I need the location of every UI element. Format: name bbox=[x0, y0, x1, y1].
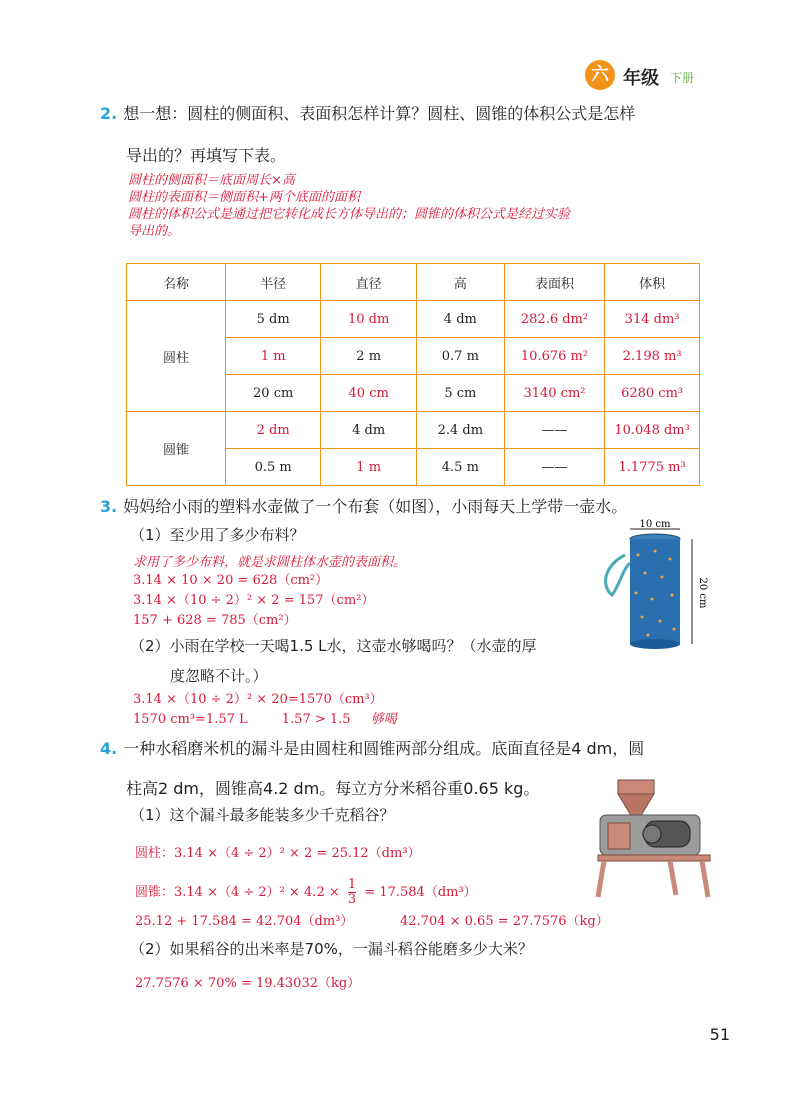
shape-label: 圆锥 bbox=[127, 412, 226, 486]
width-label: 10 cm bbox=[639, 519, 671, 530]
question-number: 2. bbox=[100, 104, 118, 123]
bottle-bottom bbox=[630, 639, 680, 649]
fraction-denominator: 3 bbox=[347, 892, 357, 907]
math-line: 27.7576 × 70% = 19.43032（kg） bbox=[135, 976, 361, 991]
math-line bbox=[135, 878, 477, 907]
table-header-row bbox=[127, 264, 700, 301]
table-header-cell: 体积 bbox=[605, 264, 700, 301]
table-cell: 10.048 dm³ bbox=[605, 412, 700, 449]
shape-label: 圆柱 bbox=[127, 301, 226, 412]
math-line: 圆柱：3.14 ×（4 ÷ 2）² × 2 = 25.12（dm³） bbox=[135, 846, 421, 861]
math-part: 1.57 > 1.5 bbox=[281, 712, 351, 727]
page-number: 51 bbox=[709, 1025, 730, 1044]
handwritten-conclusion: 够喝 bbox=[370, 712, 397, 727]
math-part: 圆锥：3.14 ×（4 ÷ 2）² × 4.2 × bbox=[135, 885, 340, 900]
table-header-cell: 高 bbox=[416, 264, 504, 301]
table-cell: 40 cm bbox=[321, 375, 416, 412]
math-line: 3.14 ×（10 ÷ 2）² × 20=1570（cm³） bbox=[133, 692, 383, 707]
table-header-cell: 直径 bbox=[321, 264, 416, 301]
table-cell: 2.198 m³ bbox=[605, 338, 700, 375]
table-cell: 20 cm bbox=[225, 375, 320, 412]
table-cell: 0.5 m bbox=[225, 449, 320, 486]
table-cell: 2 dm bbox=[225, 412, 320, 449]
table-cell: 10.676 m² bbox=[504, 338, 604, 375]
table-cell: 4 dm bbox=[321, 412, 416, 449]
answer-line: 圆柱的体积公式是通过把它转化成长方体导出的；圆锥的体积公式是经过实验 bbox=[128, 207, 571, 222]
term-label: 下册 bbox=[670, 71, 695, 85]
table-cell: —— bbox=[504, 412, 604, 449]
question-text: 一种水稻磨米机的漏斗是由圆柱和圆锥两部分组成。底面直径是4 dm，圆 bbox=[123, 739, 645, 758]
math-line: 25.12 + 17.584 = 42.704（dm³） bbox=[135, 914, 354, 929]
sub-question-text: （2）小雨在学校一天喝1.5 L水，这壶水够喝吗？（水壶的厚 bbox=[130, 637, 537, 655]
table-cell: 5 cm bbox=[416, 375, 504, 412]
bottle-strap bbox=[606, 555, 630, 595]
sub-question: （1）至少用了多少布料？ bbox=[130, 526, 305, 544]
solution-steps bbox=[133, 690, 397, 730]
answer-line: 圆柱的表面积＝侧面积+两个底面的面积 bbox=[128, 190, 360, 205]
height-label: 20 cm bbox=[697, 577, 708, 609]
sub-question: （1）这个漏斗最多能装多少千克稻谷？ bbox=[130, 806, 395, 824]
water-bottle-figure bbox=[600, 515, 710, 655]
solution-steps bbox=[133, 571, 374, 631]
mill-leg bbox=[702, 861, 708, 897]
sub-question-text: 度忽略不计。） bbox=[170, 667, 268, 685]
table-cell: 1 m bbox=[225, 338, 320, 375]
math-part: 1570 cm³=1.57 L bbox=[133, 712, 248, 727]
answer-line: 圆柱的侧面积＝底面周长×高 bbox=[128, 173, 295, 188]
grade-header bbox=[585, 60, 785, 96]
question-text: 柱高2 dm，圆锥高4.2 dm。每立方分米稻谷重0.65 kg。 bbox=[126, 779, 540, 798]
table-header-cell: 半径 bbox=[225, 264, 320, 301]
hopper-cylinder bbox=[618, 780, 654, 794]
grade-badge: 六 bbox=[585, 60, 615, 90]
table-cell: 6280 cm³ bbox=[605, 375, 700, 412]
fraction bbox=[348, 878, 356, 907]
question-number: 4. bbox=[100, 739, 118, 758]
table-cell: —— bbox=[504, 449, 604, 486]
table-cell: 4.5 m bbox=[416, 449, 504, 486]
math-part: = 17.584（dm³） bbox=[364, 885, 477, 900]
mill-housing bbox=[608, 823, 630, 849]
grade-label: 年级 bbox=[623, 68, 659, 89]
hopper-cone bbox=[618, 794, 654, 817]
table-header-cell: 表面积 bbox=[504, 264, 604, 301]
question-text: 导出的？再填写下表。 bbox=[126, 146, 287, 165]
table-cell: 10 dm bbox=[321, 301, 416, 338]
table-cell: 0.7 m bbox=[416, 338, 504, 375]
sub-question: （2）如果稻谷的出米率是70%，一漏斗稻谷能磨多少大米？ bbox=[130, 940, 533, 958]
table-cell: 2 m bbox=[321, 338, 416, 375]
table-cell: 4 dm bbox=[416, 301, 504, 338]
mill-leg bbox=[598, 861, 604, 897]
handwritten-answer: 求用了多少布料，就是求圆柱体水壶的表面积。 bbox=[133, 555, 407, 570]
math-line: 42.704 × 0.65 = 27.7576（kg） bbox=[400, 914, 609, 929]
fraction-numerator: 1 bbox=[347, 877, 357, 892]
table-row bbox=[127, 301, 700, 338]
answer-line: 导出的。 bbox=[128, 224, 181, 239]
math-line: 3.14 × 10 × 20 = 628（cm²） bbox=[133, 573, 329, 588]
table-cell: 3140 cm² bbox=[504, 375, 604, 412]
question-2 bbox=[100, 97, 720, 173]
table-cell: 1.1775 m³ bbox=[605, 449, 700, 486]
table-cell: 5 dm bbox=[225, 301, 320, 338]
rice-mill-figure bbox=[590, 775, 720, 900]
sub-question bbox=[130, 631, 610, 691]
question-number: 3. bbox=[100, 497, 118, 516]
math-line bbox=[133, 710, 397, 730]
table-cell: 282.6 dm² bbox=[504, 301, 604, 338]
handwritten-answer bbox=[128, 172, 728, 240]
mill-frame-top bbox=[598, 855, 710, 861]
math-line: 157 + 628 = 785（cm²） bbox=[133, 613, 297, 628]
table-cell: 1 m bbox=[321, 449, 416, 486]
question-text: 想一想：圆柱的侧面积、表面积怎样计算？圆柱、圆锥的体积公式是怎样 bbox=[123, 104, 636, 123]
table-row bbox=[127, 412, 700, 449]
mill-wheel bbox=[643, 825, 661, 843]
volume-table bbox=[126, 263, 700, 486]
question-text: 妈妈给小雨的塑料水壶做了一个布套（如图），小雨每天上学带一壶水。 bbox=[123, 497, 628, 516]
table-cell: 314 dm³ bbox=[605, 301, 700, 338]
table-cell: 2.4 dm bbox=[416, 412, 504, 449]
mill-leg bbox=[670, 861, 676, 895]
table-header-cell: 名称 bbox=[127, 264, 226, 301]
math-line: 3.14 ×（10 ÷ 2）² × 2 = 157（cm²） bbox=[133, 593, 375, 608]
